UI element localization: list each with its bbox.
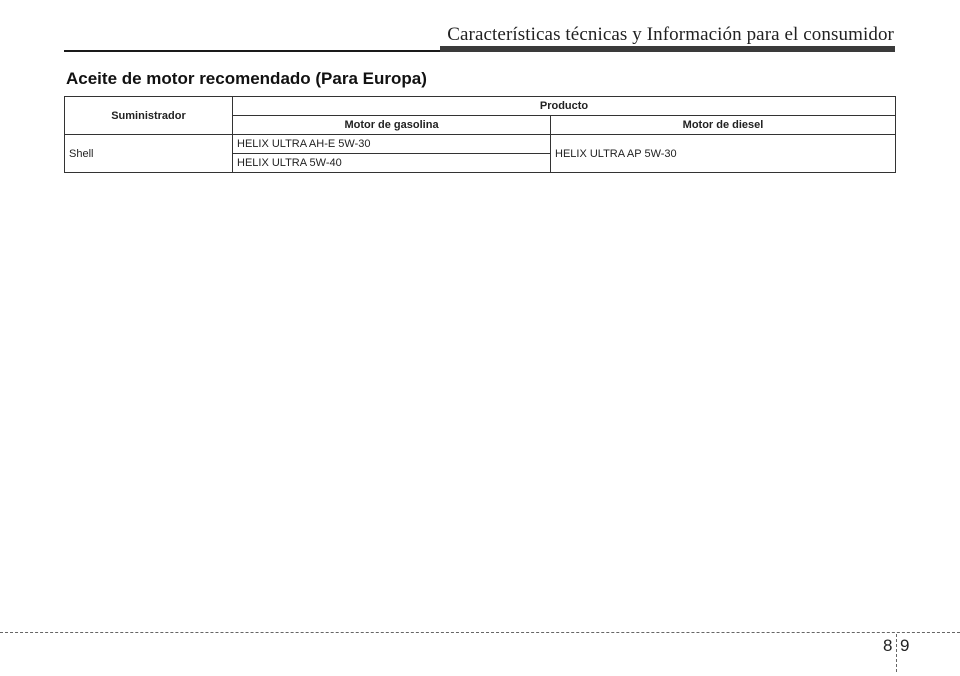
gasoline-cell: HELIX ULTRA AH-E 5W-30 bbox=[233, 135, 551, 154]
diesel-cell: HELIX ULTRA AP 5W-30 bbox=[551, 135, 896, 173]
supplier-cell: Shell bbox=[65, 135, 233, 173]
engine-oil-table bbox=[64, 96, 896, 173]
chapter-header-title: Características técnicas y Información para el consumidor bbox=[447, 24, 894, 45]
chapter-number: 8 bbox=[883, 636, 893, 655]
table-header-row bbox=[65, 97, 896, 116]
gasoline-header: Motor de gasolina bbox=[233, 116, 551, 135]
page-number: 9 bbox=[900, 636, 910, 655]
supplier-header: Suministrador bbox=[65, 97, 233, 135]
footer-dashed-rule bbox=[0, 632, 960, 633]
product-header: Producto bbox=[233, 97, 896, 116]
page-number-separator bbox=[896, 634, 897, 672]
header-rule-thin bbox=[64, 50, 440, 52]
diesel-header: Motor de diesel bbox=[551, 116, 896, 135]
section-title: Aceite de motor recomendado (Para Europa) bbox=[66, 69, 427, 88]
table-row bbox=[65, 135, 896, 154]
header-rule-thick bbox=[440, 46, 895, 52]
gasoline-cell: HELIX ULTRA 5W-40 bbox=[233, 154, 551, 173]
